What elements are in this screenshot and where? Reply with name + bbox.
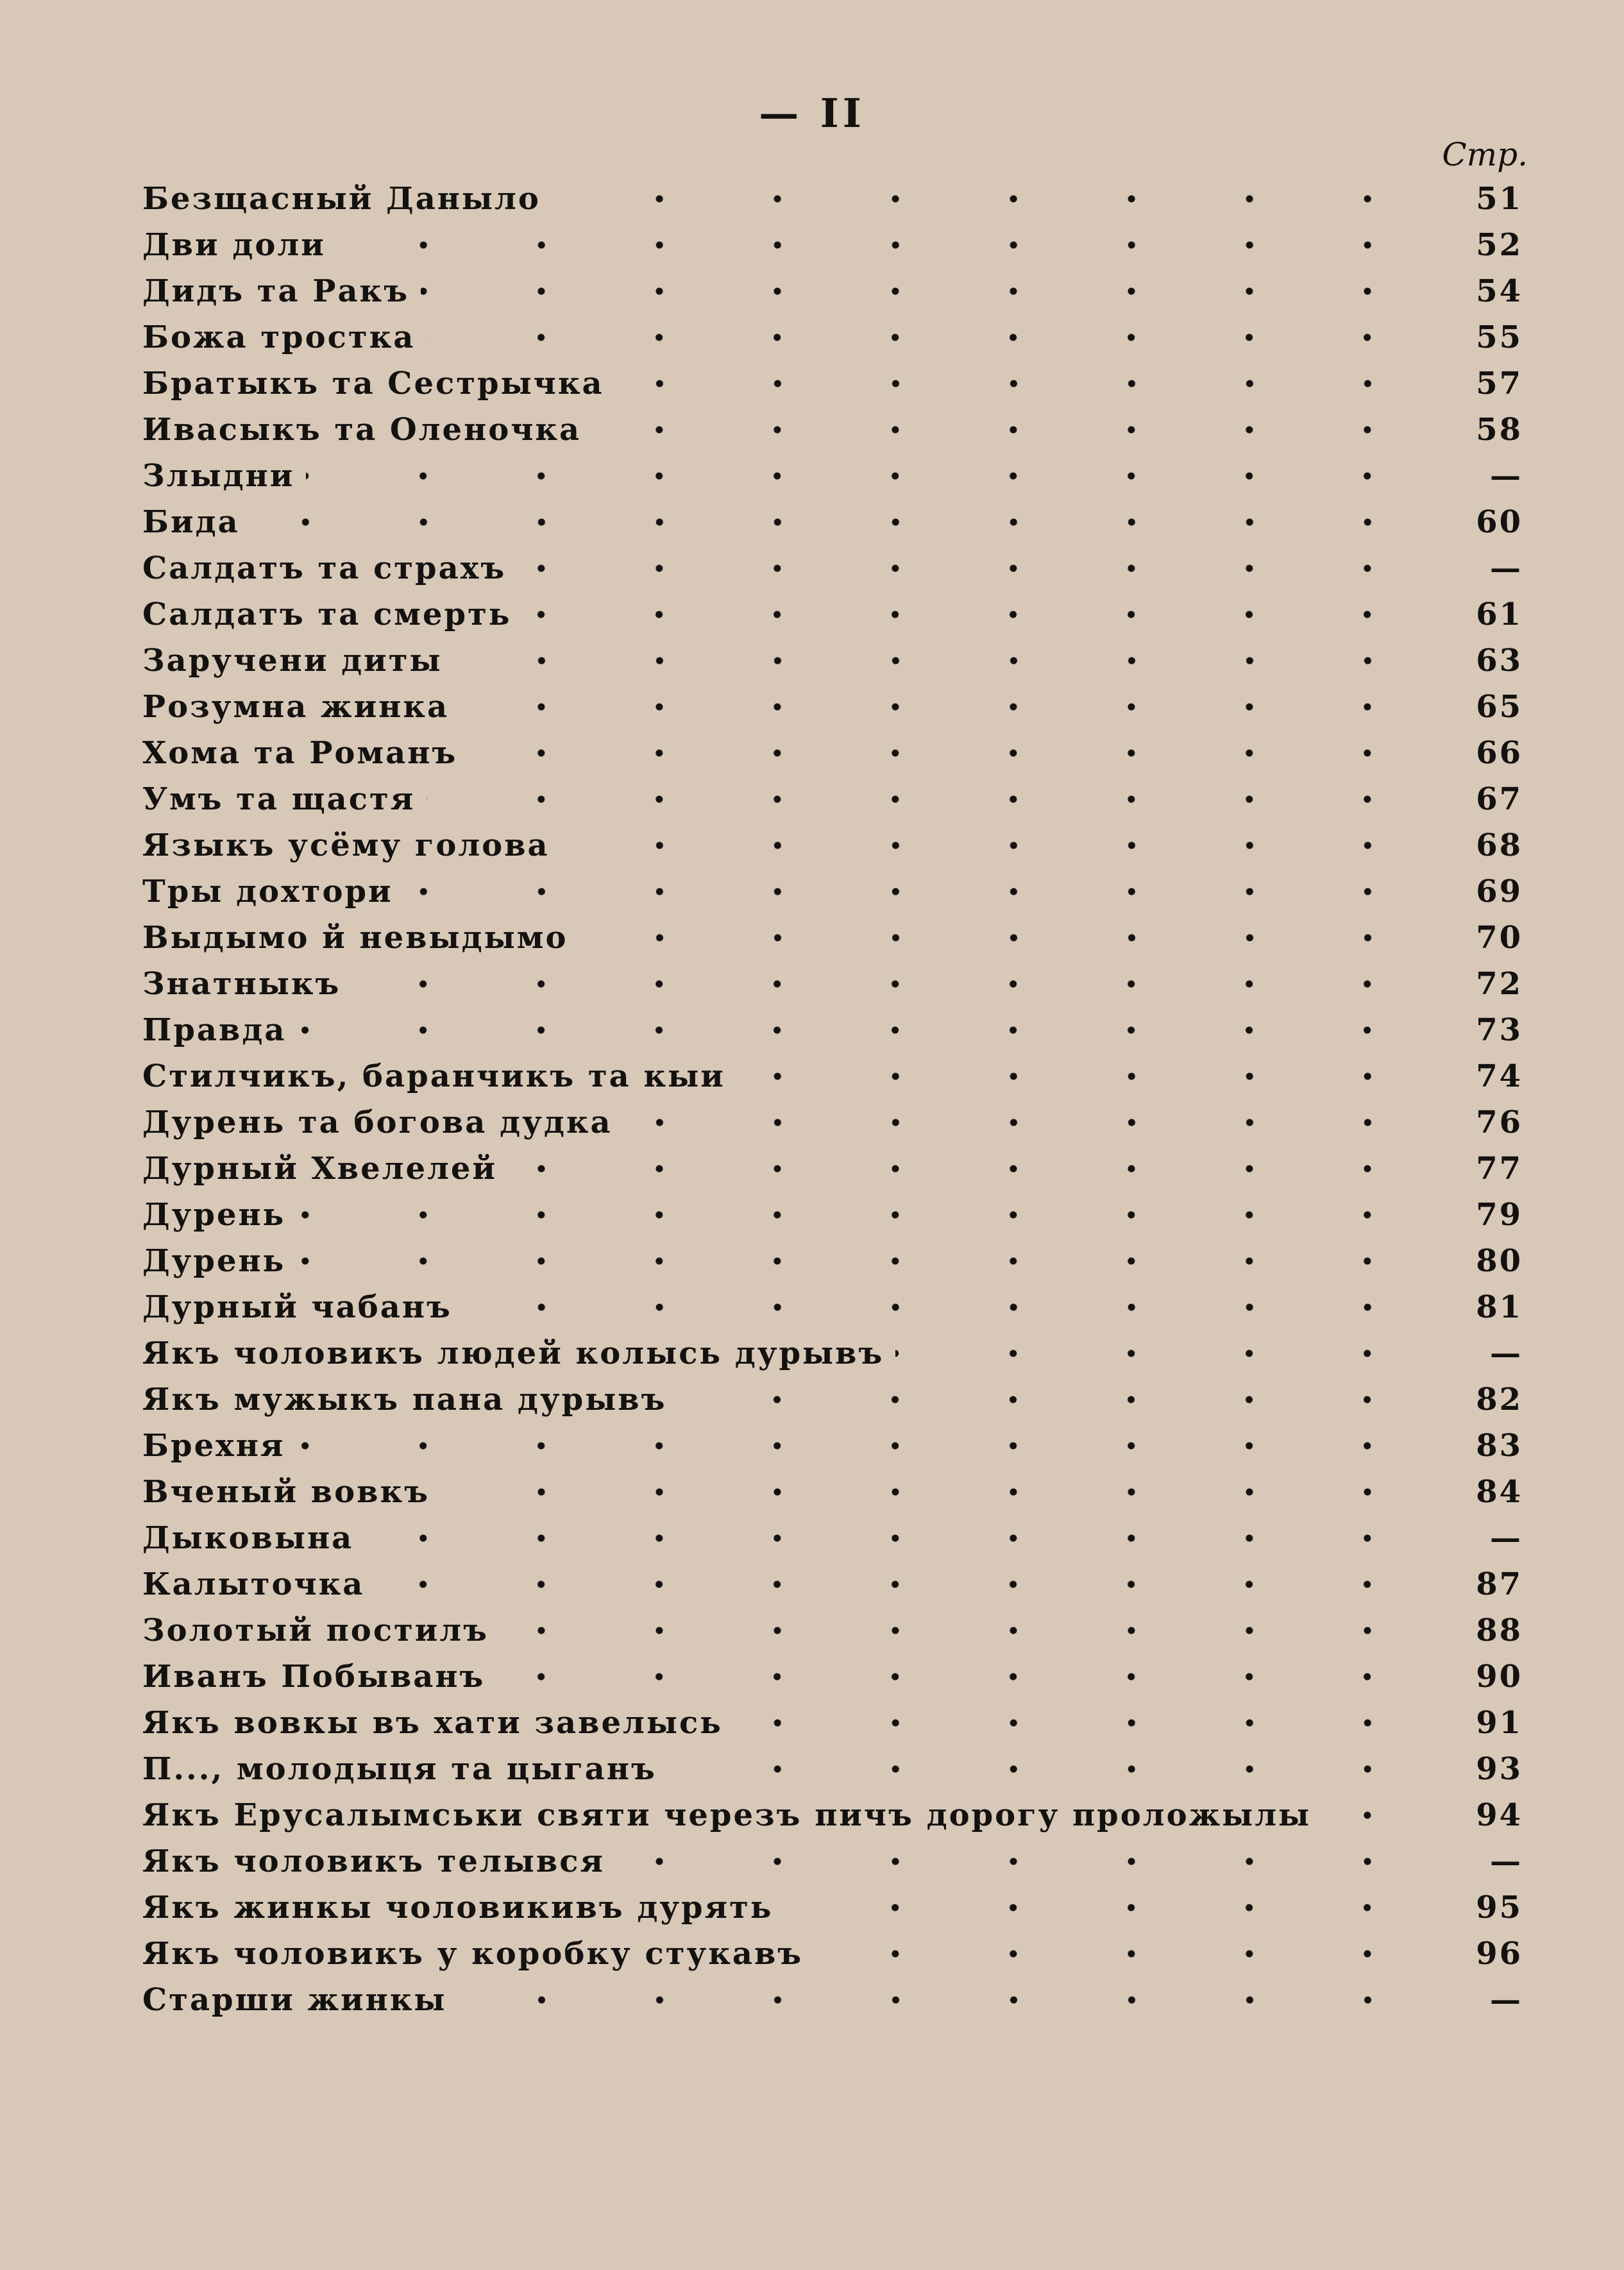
toc-entry-title: Салдатъ та смерть	[142, 597, 512, 632]
toc-entry-page: 57	[1476, 366, 1523, 402]
toc-entry-title: Золотый постилъ	[142, 1613, 489, 1648]
toc-entry-page: 60	[1476, 504, 1523, 540]
toc-entry	[142, 1007, 1523, 1053]
toc-entry-page: 70	[1476, 920, 1523, 956]
dot-leader	[352, 969, 1426, 999]
toc-entry-page: 68	[1476, 827, 1523, 863]
page-number: — II	[759, 90, 865, 137]
toc-entry-page: 51	[1476, 181, 1523, 217]
toc-entry	[142, 591, 1523, 638]
toc-entry-page: 87	[1476, 1566, 1523, 1602]
toc-entry	[142, 1746, 1523, 1792]
toc-entry	[142, 1885, 1523, 1931]
toc-entry	[142, 1423, 1523, 1469]
dot-leader	[461, 691, 1426, 722]
toc-entry-title: Дурень та богова дудка	[142, 1105, 613, 1140]
dot-leader	[734, 1707, 1426, 1738]
dot-leader	[469, 738, 1426, 768]
toc-entry	[142, 1700, 1523, 1746]
dot-leader	[500, 1615, 1426, 1646]
toc-entry	[142, 1469, 1523, 1515]
toc-entry	[142, 1931, 1523, 1977]
dot-leader	[337, 230, 1426, 260]
dot-leader	[459, 1985, 1427, 2015]
dot-leader	[509, 1153, 1426, 1184]
toc-entry-page: 69	[1476, 874, 1523, 910]
dot-leader	[523, 599, 1426, 630]
toc-entry-page: 67	[1476, 781, 1523, 817]
table-of-contents	[142, 176, 1523, 2023]
toc-entry	[142, 1977, 1523, 2023]
toc-entry-title: Салдатъ та страхъ	[142, 550, 507, 586]
toc-entry	[142, 1376, 1523, 1423]
dot-leader	[464, 1292, 1426, 1323]
dot-leader	[668, 1754, 1426, 1784]
toc-entry-page: 96	[1476, 1936, 1523, 1972]
dot-leader	[421, 276, 1426, 307]
toc-entry-title: Якъ мужыкъ пана дурывъ	[142, 1382, 667, 1418]
toc-entry-title: Умъ та щастя	[142, 781, 416, 817]
toc-entry-page: 84	[1476, 1474, 1523, 1510]
toc-entry-page: 76	[1476, 1105, 1523, 1140]
dot-leader	[1323, 1800, 1426, 1831]
toc-entry-page: —	[1490, 550, 1523, 586]
toc-entry	[142, 1238, 1523, 1284]
dot-leader	[815, 1938, 1426, 1969]
dot-leader	[297, 1199, 1426, 1230]
toc-entry-title: Бида	[142, 504, 240, 540]
toc-entry-page: 72	[1476, 966, 1523, 1002]
toc-entry-page: 83	[1476, 1428, 1523, 1464]
toc-entry-page: 94	[1476, 1797, 1523, 1833]
toc-entry	[142, 868, 1523, 915]
toc-entry-page: —	[1490, 458, 1523, 494]
dot-leader	[427, 322, 1426, 353]
toc-entry-page: 81	[1476, 1289, 1523, 1325]
toc-entry-page: —	[1490, 1335, 1523, 1371]
toc-entry	[142, 407, 1523, 453]
toc-entry-title: Дидъ та Ракъ	[142, 273, 410, 309]
toc-entry	[142, 222, 1523, 268]
toc-entry-title: Иванъ Побыванъ	[142, 1659, 486, 1695]
toc-entry	[142, 360, 1523, 407]
dot-leader	[306, 461, 1426, 491]
toc-entry-title: Божа тростка	[142, 319, 416, 355]
toc-entry-page: 80	[1476, 1243, 1523, 1279]
toc-entry-page: 61	[1476, 597, 1523, 632]
dot-leader	[580, 922, 1427, 953]
toc-entry-page: 73	[1476, 1012, 1523, 1048]
toc-entry-title: Дурень	[142, 1243, 286, 1279]
dot-leader	[296, 1430, 1426, 1461]
toc-entry-page: 52	[1476, 227, 1523, 263]
toc-entry-page: 65	[1476, 689, 1523, 725]
toc-entry-title: Якъ вовкы въ хати завелысь	[142, 1705, 723, 1741]
toc-entry-title: Якъ чоловикъ у коробку стукавъ	[142, 1936, 804, 1972]
toc-entry-page: 77	[1476, 1151, 1523, 1187]
toc-entry	[142, 1146, 1523, 1192]
toc-entry	[142, 1053, 1523, 1099]
toc-entry	[142, 453, 1523, 499]
toc-entry	[142, 1099, 1523, 1146]
toc-entry-title: Языкъ усёму голова	[142, 827, 550, 863]
toc-entry-title: Якъ чоловикъ людей колысь дурывъ	[142, 1335, 884, 1371]
toc-entry-title: Братыкъ та Сестрычка	[142, 366, 604, 402]
dot-leader	[405, 876, 1426, 907]
toc-entry	[142, 1654, 1523, 1700]
toc-entry-page: 93	[1476, 1751, 1523, 1787]
toc-entry	[142, 268, 1523, 314]
toc-entry-page: 79	[1476, 1197, 1523, 1233]
dot-leader	[895, 1338, 1426, 1369]
toc-entry-title: Безщасный Даныло	[142, 181, 541, 217]
toc-entry-title: Дурный Хвелелей	[142, 1151, 498, 1187]
toc-entry-page: 58	[1476, 412, 1523, 448]
toc-entry-page: —	[1490, 1982, 1523, 2018]
toc-entry-title: Дурный чабанъ	[142, 1289, 452, 1325]
toc-entry-page: 90	[1476, 1659, 1523, 1695]
toc-entry	[142, 1561, 1523, 1607]
toc-entry	[142, 822, 1523, 868]
toc-entry	[142, 545, 1523, 591]
toc-entry-page: 54	[1476, 273, 1523, 309]
dot-leader	[454, 645, 1426, 676]
dot-leader	[298, 1015, 1426, 1046]
toc-entry-page: 95	[1476, 1890, 1523, 1926]
toc-entry-page: 91	[1476, 1705, 1523, 1741]
toc-entry	[142, 638, 1523, 684]
dot-leader	[616, 1846, 1426, 1877]
dot-leader	[251, 507, 1426, 538]
toc-entry	[142, 776, 1523, 822]
dot-leader	[376, 1569, 1426, 1600]
toc-entry	[142, 1192, 1523, 1238]
toc-entry-page: 88	[1476, 1613, 1523, 1648]
toc-entry-title: Якъ жинкы чоловикивъ дурять	[142, 1890, 774, 1926]
toc-entry	[142, 499, 1523, 545]
toc-entry-title: Якъ чоловикъ телывся	[142, 1843, 605, 1879]
toc-entry-title: Знатныкъ	[142, 966, 341, 1002]
dot-leader	[441, 1477, 1426, 1507]
toc-entry	[142, 1515, 1523, 1561]
toc-entry-title: Злыдни	[142, 458, 295, 494]
toc-entry-title: П..., молодыця та цыганъ	[142, 1751, 657, 1787]
toc-entry	[142, 314, 1523, 360]
toc-entry-title: Дви доли	[142, 227, 326, 263]
toc-entry-title: Стилчикъ, баранчикъ та кыи	[142, 1058, 725, 1094]
toc-entry-title: Розумна жинка	[142, 689, 450, 725]
toc-entry-page: 63	[1476, 643, 1523, 679]
toc-entry	[142, 730, 1523, 776]
dot-leader	[427, 784, 1426, 815]
toc-entry	[142, 915, 1523, 961]
toc-entry-title: Дурень	[142, 1197, 286, 1233]
dot-leader	[624, 1107, 1426, 1138]
toc-entry-title: Выдымо й невыдымо	[142, 920, 568, 956]
toc-entry-title: Брехня	[142, 1428, 285, 1464]
page-column-header: Стр.	[1442, 136, 1528, 173]
toc-entry-page: 55	[1476, 319, 1523, 355]
toc-entry	[142, 176, 1523, 222]
dot-leader	[496, 1661, 1426, 1692]
toc-entry	[142, 961, 1523, 1007]
toc-entry-title: Калыточка	[142, 1566, 365, 1602]
toc-entry-title: Заручени диты	[142, 643, 443, 679]
toc-entry-title: Старши жинкы	[142, 1982, 447, 2018]
toc-entry	[142, 1838, 1523, 1885]
toc-entry	[142, 1330, 1523, 1376]
dot-leader	[365, 1523, 1426, 1554]
dot-leader	[552, 183, 1426, 214]
toc-entry-page: 66	[1476, 735, 1523, 771]
toc-entry	[142, 1284, 1523, 1330]
dot-leader	[518, 553, 1426, 584]
dot-leader	[678, 1384, 1426, 1415]
toc-entry-title: Тры дохтори	[142, 874, 393, 910]
toc-entry-page: —	[1490, 1843, 1523, 1879]
toc-entry-title: Ивасыкъ та Оленочка	[142, 412, 582, 448]
toc-entry	[142, 1607, 1523, 1654]
toc-entry-title: Хома та Романъ	[142, 735, 458, 771]
toc-entry-page: 82	[1476, 1382, 1523, 1418]
toc-entry-title: Якъ Ерусалымськи святи черезъ пичъ дорогу проложылы	[142, 1797, 1312, 1833]
toc-entry	[142, 684, 1523, 730]
toc-entry-page: 74	[1476, 1058, 1523, 1094]
dot-leader	[737, 1061, 1426, 1092]
dot-leader	[561, 830, 1426, 861]
toc-entry-title: Правда	[142, 1012, 287, 1048]
toc-entry-title: Вченый вовкъ	[142, 1474, 430, 1510]
toc-entry-page: —	[1490, 1520, 1523, 1556]
dot-leader	[784, 1892, 1426, 1923]
toc-entry-title: Дыковына	[142, 1520, 354, 1556]
dot-leader	[593, 414, 1426, 445]
dot-leader	[297, 1246, 1426, 1276]
toc-entry	[142, 1792, 1523, 1838]
dot-leader	[616, 368, 1426, 399]
